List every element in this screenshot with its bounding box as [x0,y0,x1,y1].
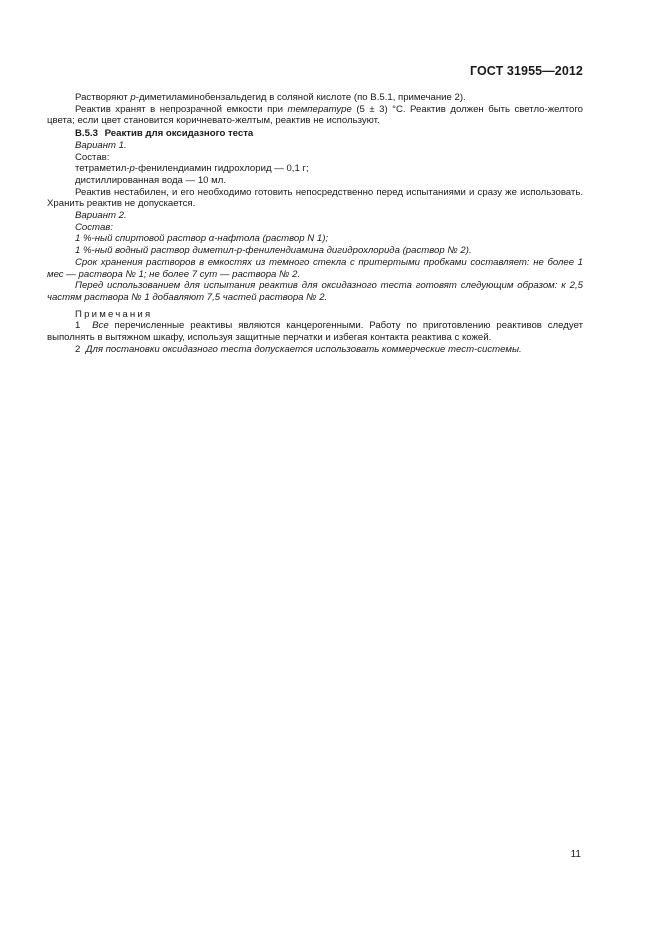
variant-2-storage: Срок хранения растворов в емкостях из темного стекла с притертыми пробками составляет: не более 1 мес — раствора № 1; не более 7 сут — раствора № 2. [47,256,583,280]
variant-2-item-2: 1 %-ный водный раствор диметил-р-фенилендиамина дигидрохлорида (раствор № 2). [75,245,472,257]
page-content [47,92,583,355]
variant-2-label: Вариант 2. [75,210,127,222]
section-number: В.5.3 [75,128,98,140]
variant-2-composition: Состав: [75,221,113,233]
paragraph-dissolve: Растворяют p-диметиламинобензальдегид в соляной кислоте (по В.5.1, примечание 2). [75,92,466,103]
paragraph-storage: Реактив хранят в непрозрачной емкости при температуре (5 ± 3) °С. Реактив должен быть светло-желтого цвета; если цвет становится коричневато-желтым, реактив не используют. [47,103,583,127]
variant-1-item-1: тетраметил-p-фенилендиамин гидрохлорид — 0,1 г; [75,163,309,175]
variant-2-preparation: Перед использованием для испытания реактив для оксидазного теста готовят следующим образом: к 2,5 частям раствора № 1 добавляют 7,5 частей раствора № 2. [47,280,583,303]
variant-1-composition: Состав: [75,151,110,163]
variant-1-note: Реактив нестабилен, и его необходимо готовить непосредственно перед испытаниями и сразу же использовать. Хранить реактив не допускается. [47,186,583,210]
page-number: 11 [570,849,581,860]
section-heading [47,128,583,140]
note-1: 1 Все перечисленные реактивы являются канцерогенными. Работу по приготовлению реактивов следует выполнять в вытяжном шкафу, используя защитные перчатки и избегая контакта реактива с кожей. [47,320,583,344]
notes-title: Примечания [75,308,153,320]
document-id: ГОСТ 31955—2012 [469,64,583,78]
variant-2-item-1: 1 %-ный спиртовой раствор α-нафтола (раствор N 1); [75,233,329,245]
variant-1-item-2: дистиллированная вода — 10 мл. [75,174,227,186]
note-2: 2 Для постановки оксидазного теста допускается использовать коммерческие тест-системы. [75,343,522,355]
section-title: Реактив для оксидазного теста [104,128,254,140]
variant-1-label: Вариант 1. [75,139,127,151]
